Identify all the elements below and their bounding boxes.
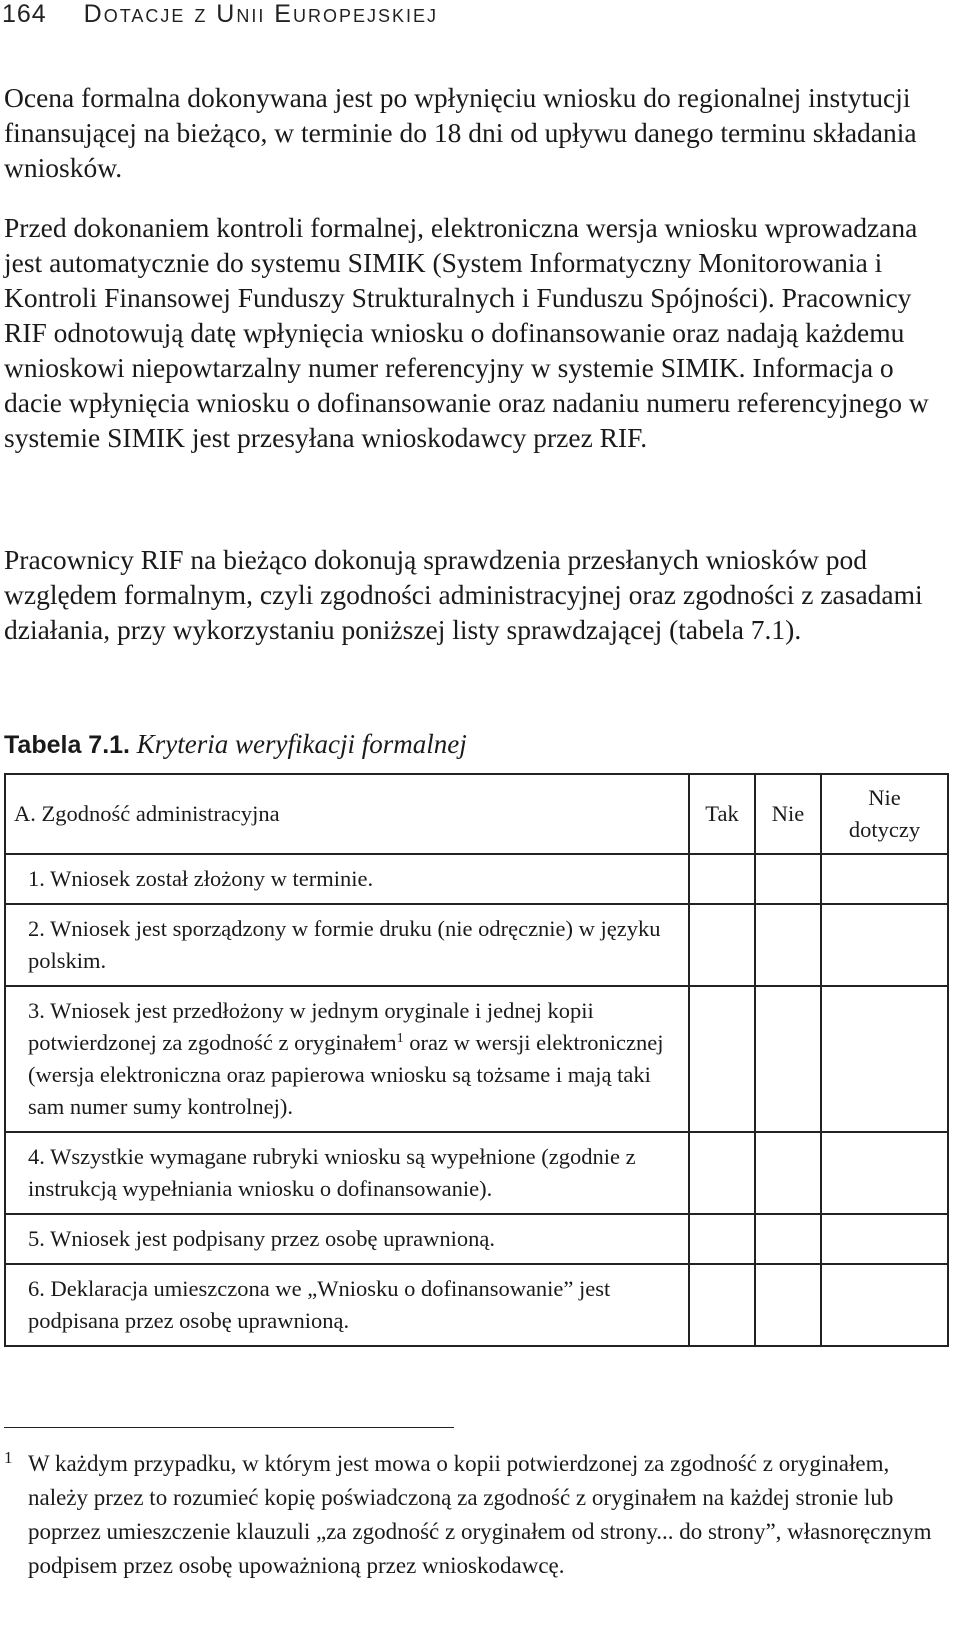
- table-caption-title: Kryteria weryfikacji formalnej: [136, 729, 467, 759]
- criteria-table: [4, 773, 949, 1347]
- table-row: [5, 1264, 948, 1346]
- table-header-row: [5, 774, 948, 854]
- check-cell-tak[interactable]: [689, 986, 755, 1132]
- table-row: [5, 986, 948, 1132]
- page-number: 164: [2, 0, 47, 28]
- column-header-nie-dotyczy: Nie dotyczy: [821, 774, 948, 854]
- criterion-4: 4. Wszystkie wymagane rubryki wniosku są wypełnione (zgodnie z instrukcją wypełniania wniosku o dofinansowanie).: [5, 1132, 689, 1214]
- table-row: [5, 1214, 948, 1264]
- table-caption: [4, 728, 467, 761]
- check-cell-tak[interactable]: [689, 1214, 755, 1264]
- column-header-tak: Tak: [689, 774, 755, 854]
- check-cell-nie-dotyczy[interactable]: [821, 1264, 948, 1346]
- check-cell-nie-dotyczy[interactable]: [821, 986, 948, 1132]
- table-row: [5, 854, 948, 904]
- footnote-divider: [4, 1427, 454, 1428]
- running-header: [2, 0, 438, 29]
- table-caption-label: Tabela 7.1.: [4, 731, 130, 759]
- section-heading: A. Zgodność administracyjna: [5, 774, 689, 854]
- check-cell-nie-dotyczy[interactable]: [821, 904, 948, 986]
- check-cell-nie-dotyczy[interactable]: [821, 854, 948, 904]
- footnote-reference: 1: [396, 1031, 404, 1046]
- column-header-nie: Nie: [755, 774, 821, 854]
- check-cell-tak[interactable]: [689, 904, 755, 986]
- criterion-3-text: 3. Wniosek jest przedłożony w jednym oryginale i jednej kopii potwierdzonej za zgodność z oryginałem: [28, 998, 594, 1055]
- check-cell-nie[interactable]: [755, 854, 821, 904]
- criterion-3-continuation: oraz w wersji elektronicznej (wersja elektroniczna oraz papierowa wniosku są tożsame i mają taki sam numer sumy kontrolnej).: [28, 1030, 664, 1119]
- criterion-5: 5. Wniosek jest podpisany przez osobę uprawnioną.: [5, 1214, 689, 1264]
- paragraph-2: Przed dokonaniem kontroli formalnej, elektroniczna wersja wniosku wprowadzana jest automatycznie do systemu SIMIK (System Informatyczny Monitorowania i Kontroli Finansowej Funduszy Strukturalnych i Funduszu Spójności). Pracownicy RIF odnotowują datę wpłynięcia wniosku o dofinansowanie oraz nadają każdemu wnioskowi niepowtarzalny numer referencyjny w systemie SIMIK. Informacja o dacie wpłynięcia wniosku o dofinansowanie oraz nadaniu numeru referencyjnego w systemie SIMIK jest przesyłana wnioskodawcy przez RIF.: [4, 212, 929, 453]
- criterion-3: [5, 986, 689, 1132]
- check-cell-nie-dotyczy[interactable]: [821, 1132, 948, 1214]
- footnote: [4, 1447, 948, 1583]
- check-cell-tak[interactable]: [689, 1264, 755, 1346]
- check-cell-nie[interactable]: [755, 1214, 821, 1264]
- table-row: [5, 1132, 948, 1214]
- check-cell-tak[interactable]: [689, 854, 755, 904]
- check-cell-tak[interactable]: [689, 1132, 755, 1214]
- check-cell-nie-dotyczy[interactable]: [821, 1214, 948, 1264]
- check-cell-nie[interactable]: [755, 986, 821, 1132]
- table-row: [5, 904, 948, 986]
- running-title: Dotacje z Unii Europejskiej: [83, 0, 438, 28]
- check-cell-nie[interactable]: [755, 1264, 821, 1346]
- paragraph-3: Pracownicy RIF na bieżąco dokonują sprawdzenia przesłanych wniosków pod względem formalnym, czyli zgodności administracyjnej oraz zgodności z zasadami działania, przy wykorzystaniu poniższej listy sprawdzającej (tabela 7.1).: [4, 544, 923, 645]
- paragraph-1: Ocena formalna dokonywana jest po wpłynięciu wniosku do regionalnej instytucji finansującej na bieżąco, w terminie do 18 dni od upływu danego terminu składania wniosków.: [4, 82, 917, 183]
- criterion-2: 2. Wniosek jest sporządzony w formie druku (nie odręcznie) w języku polskim.: [5, 904, 689, 986]
- check-cell-nie[interactable]: [755, 904, 821, 986]
- criterion-6: 6. Deklaracja umieszczona we „Wniosku o dofinansowanie” jest podpisana przez osobę uprawnioną.: [5, 1264, 689, 1346]
- criterion-1: 1. Wniosek został złożony w terminie.: [5, 854, 689, 904]
- footnote-marker: 1: [4, 1448, 13, 1467]
- footnote-text: W każdym przypadku, w którym jest mowa o kopii potwierdzonej za zgodność z oryginałem, należy przez to rozumieć kopię poświadczoną za zgodność z oryginałem na każdej stronie lub poprzez umieszczenie klauzuli „za zgodność z oryginałem od strony... do strony”, własnoręcznym podpisem przez osobę upoważnioną przez wnioskodawcę.: [28, 1451, 932, 1578]
- check-cell-nie[interactable]: [755, 1132, 821, 1214]
